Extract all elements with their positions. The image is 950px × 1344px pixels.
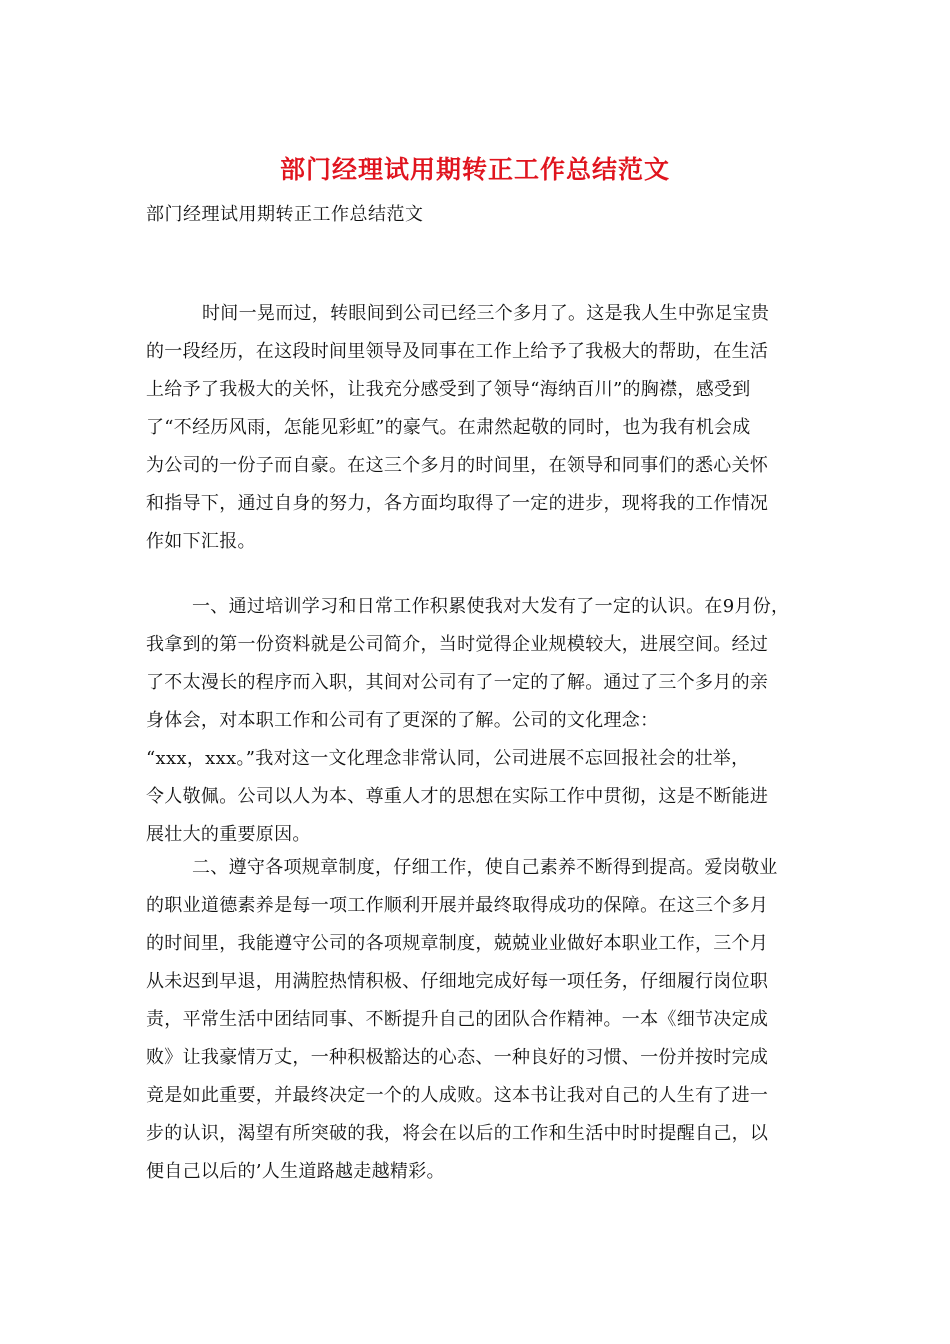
paragraph-line: 身体会，对本职工作和公司有了更深的了解。公司的文化理念：: [146, 710, 659, 731]
paragraph-line: 时间一晃而过，转眼间到公司已经三个多月了。这是我人生中弥足宝贵: [202, 303, 770, 324]
paragraph-line: 二、遵守各项规章制度，仔细工作，使自己素养不断得到提高。爱岗敬业: [192, 857, 778, 878]
paragraph-line: 便自己以后的’人生道路越走越精彩。: [146, 1161, 445, 1182]
paragraph-line: 步的认识，渴望有所突破的我，将会在以后的工作和生活中时时提醒自己，以: [146, 1123, 769, 1144]
paragraph-line: 的时间里，我能遵守公司的各项规章制度，兢兢业业做好本职业工作，三个月: [146, 933, 769, 954]
paragraph-line: 了不太漫长的程序而入职，其间对公司有了一定的了解。通过了三个多月的亲: [146, 672, 769, 693]
paragraph-line: 败》让我豪情万丈，一种积极豁达的心态、一种良好的习惯、一份并按时完成: [146, 1047, 769, 1068]
paragraph-line: 令人敬佩。公司以人为本、尊重人才的思想在实际工作中贯彻，这是不断能进: [146, 786, 769, 807]
paragraph-line: 责，平常生活中团结同事、不断提升自己的团队合作精神。一本《细节决定成: [146, 1009, 769, 1030]
document-subtitle: 部门经理试用期转正工作总结范文: [146, 204, 424, 225]
paragraph-line: 的职业道德素养是每一项工作顺利开展并最终取得成功的保障。在这三个多月: [146, 895, 769, 916]
paragraph-line: “xxx，xxx。”我对这一文化理念非常认同，公司进展不忘回报社会的壮举，: [146, 748, 750, 769]
paragraph-line: 一、通过培训学习和日常工作积累使我对大发有了一定的认识。在9月份，: [192, 596, 790, 617]
paragraph-line: 竟是如此重要，并最终决定一个的人成败。这本书让我对自己的人生有了进一: [146, 1085, 769, 1106]
paragraph-line: 作如下汇报。: [146, 531, 256, 552]
paragraph-line: 展壮大的重要原因。: [146, 824, 311, 845]
paragraph-line: 从未迟到早退，用满腔热情积极、仔细地完成好每一项任务，仔细履行岗位职: [146, 971, 769, 992]
paragraph-line: 上给予了我极大的关怀，让我充分感受到了领导“海纳百川”的胸襟，感受到: [146, 379, 751, 400]
paragraph-line: 我拿到的第一份资料就是公司简介，当时觉得企业规模较大，进展空间。经过: [146, 634, 769, 655]
paragraph-line: 和指导下，通过自身的努力，各方面均取得了一定的进步，现将我的工作情况: [146, 493, 769, 514]
paragraph-line: 了“不经历风雨，怎能见彩虹”的豪气。在肃然起敬的同时，也为我有机会成: [146, 417, 751, 438]
paragraph-line: 的一段经历，在这段时间里领导及同事在工作上给予了我极大的帮助，在生活: [146, 341, 769, 362]
document-title: 部门经理试用期转正工作总结范文: [279, 155, 670, 184]
paragraph-line: 为公司的一份子而自豪。在这三个多月的时间里，在领导和同事们的悉心关怀: [146, 455, 769, 476]
